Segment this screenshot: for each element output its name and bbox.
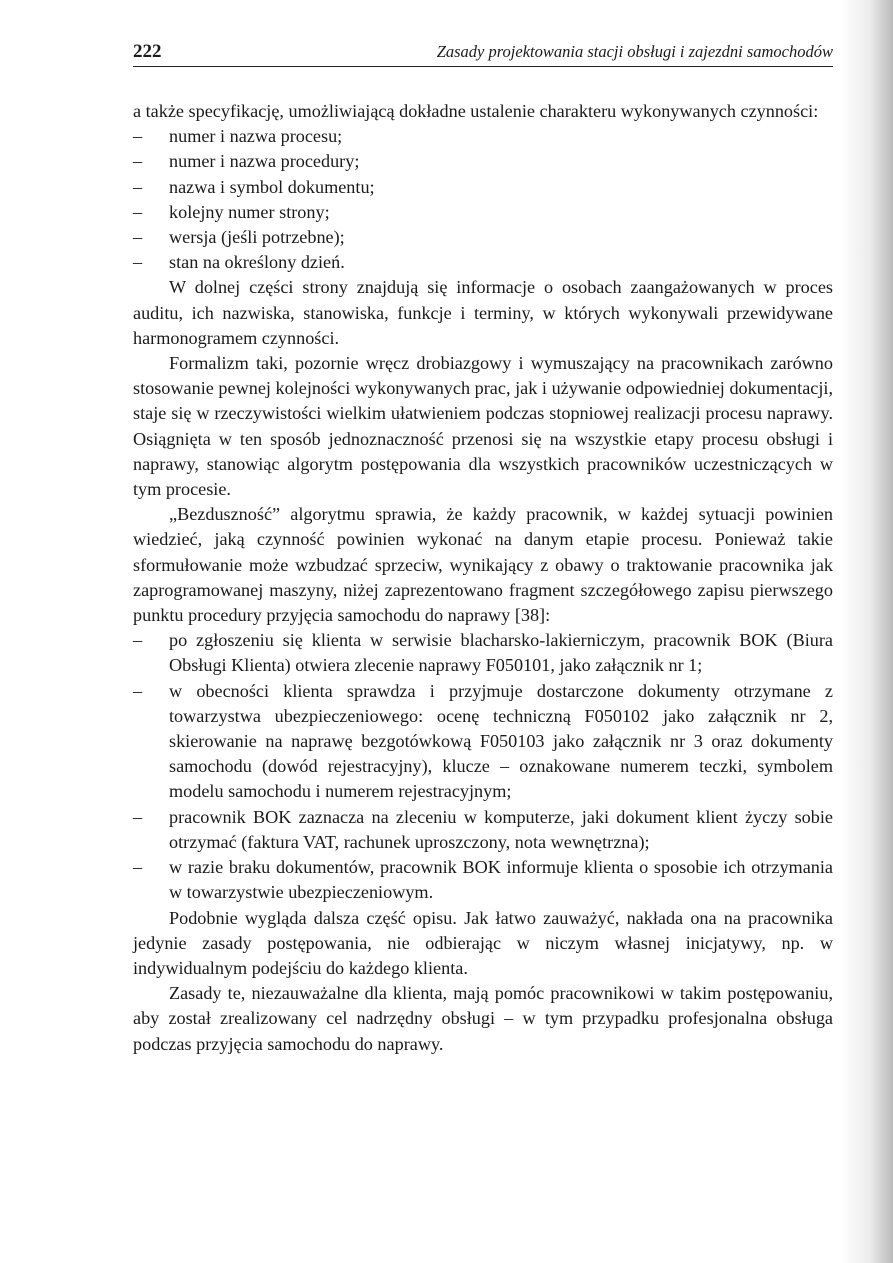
list-item: – pracownik BOK zaznacza na zleceniu w komputerze, jaki dokument klient życzy sobie otrzymać (faktura VAT, rachunek uproszczony, nota wewnętrzna); (133, 805, 833, 855)
running-header (133, 40, 833, 67)
page-number: 222 (133, 41, 162, 62)
list-item: – nazwa i symbol dokumentu; (133, 175, 833, 200)
intro-paragraph: a także specyfikację, umożliwiającą dokładne ustalenie charakteru wykonywanych czynności: (133, 101, 819, 121)
list-item: – numer i nazwa procesu; (133, 124, 833, 149)
procedure-list (133, 628, 833, 905)
list-item: – w obecności klienta sprawdza i przyjmuje dostarczone dokumenty otrzymane z towarzystwa ubezpieczeniowego: ocenę techniczną F050102 jako załącznik nr 2, skierowanie na naprawę bezgotówkową F050103 jako załącznik nr 3 oraz dokumenty samochodu (dowód rejestracyjny), klucze – oznakowane numerem teczki, symbolem modelu samochodu i numerem rejestracyjnym; (133, 679, 833, 805)
page-edge-shadow (841, 0, 893, 1263)
paragraph: Podobnie wygląda dalsza część opisu. Jak łatwo zauważyć, nakłada ona na pracownika jedynie zasady postępowania, nie odbierając w niczym własnej inicjatywy, np. w indywidualnym podejściu do każdego klienta. (133, 907, 833, 978)
page-body (133, 99, 833, 1057)
list-item: – stan na określony dzień. (133, 250, 833, 275)
book-page (133, 40, 833, 1057)
list-item: – po zgłoszeniu się klienta w serwisie blacharsko-lakierniczym, pracownik BOK (Biura Obsługi Klienta) otwiera zlecenie naprawy F050101, jako załącznik nr 1; (133, 628, 833, 678)
paragraph: Formalizm taki, pozornie wręcz drobiazgowy i wymuszający na pracownikach zarówno stosowanie pewnej kolejności wykonywanych prac, jak i używanie odpowiedniej dokumentacji, staje się w rzeczywistości wielkim ułatwieniem podczas stopniowej realizacji procesu naprawy. Osiągnięta w ten sposób jednoznaczność przenosi się na wszystkie etapy procesu obsługi i naprawy, stanowiąc algorytm postępowania dla wszystkich pracowników uczestniczących w tym procesie. (133, 353, 833, 500)
paragraph: „Bezduszność” algorytmu sprawia, że każdy pracownik, w każdej sytuacji powinien wiedzieć, jaką czynność powinien wykonać na danym etapie procesu. Ponieważ takie sformułowanie może wzbudzać sprzeciw, wynikający z obawy o traktowanie pracownika jak zaprogramowanej maszyny, niżej zaprezentowano fragment szczegółowego zapisu pierwszego punktu procedury przyjęcia samochodu do naprawy [38]: (133, 504, 833, 626)
paragraph: W dolnej części strony znajdują się informacje o osobach zaangażowanych w proces auditu, ich nazwiska, stanowiska, funkcje i terminy, w których wykonywali przewidywane harmonogramem czynności. (133, 277, 833, 348)
running-title: Zasady projektowania stacji obsługi i zajezdni samochodów (436, 42, 833, 61)
list-item: – kolejny numer strony; (133, 200, 833, 225)
specification-list (133, 124, 833, 275)
list-item: – wersja (jeśli potrzebne); (133, 225, 833, 250)
list-item: – w razie braku dokumentów, pracownik BOK informuje klienta o sposobie ich otrzymania w towarzystwie ubezpieczeniowym. (133, 855, 833, 905)
paragraph: Zasady te, niezauważalne dla klienta, mają pomóc pracownikowi w takim postępowaniu, aby został zrealizowany cel nadrzędny obsługi – w tym przypadku profesjonalna obsługa podczas przyjęcia samochodu do naprawy. (133, 983, 833, 1054)
list-item: – numer i nazwa procedury; (133, 149, 833, 174)
